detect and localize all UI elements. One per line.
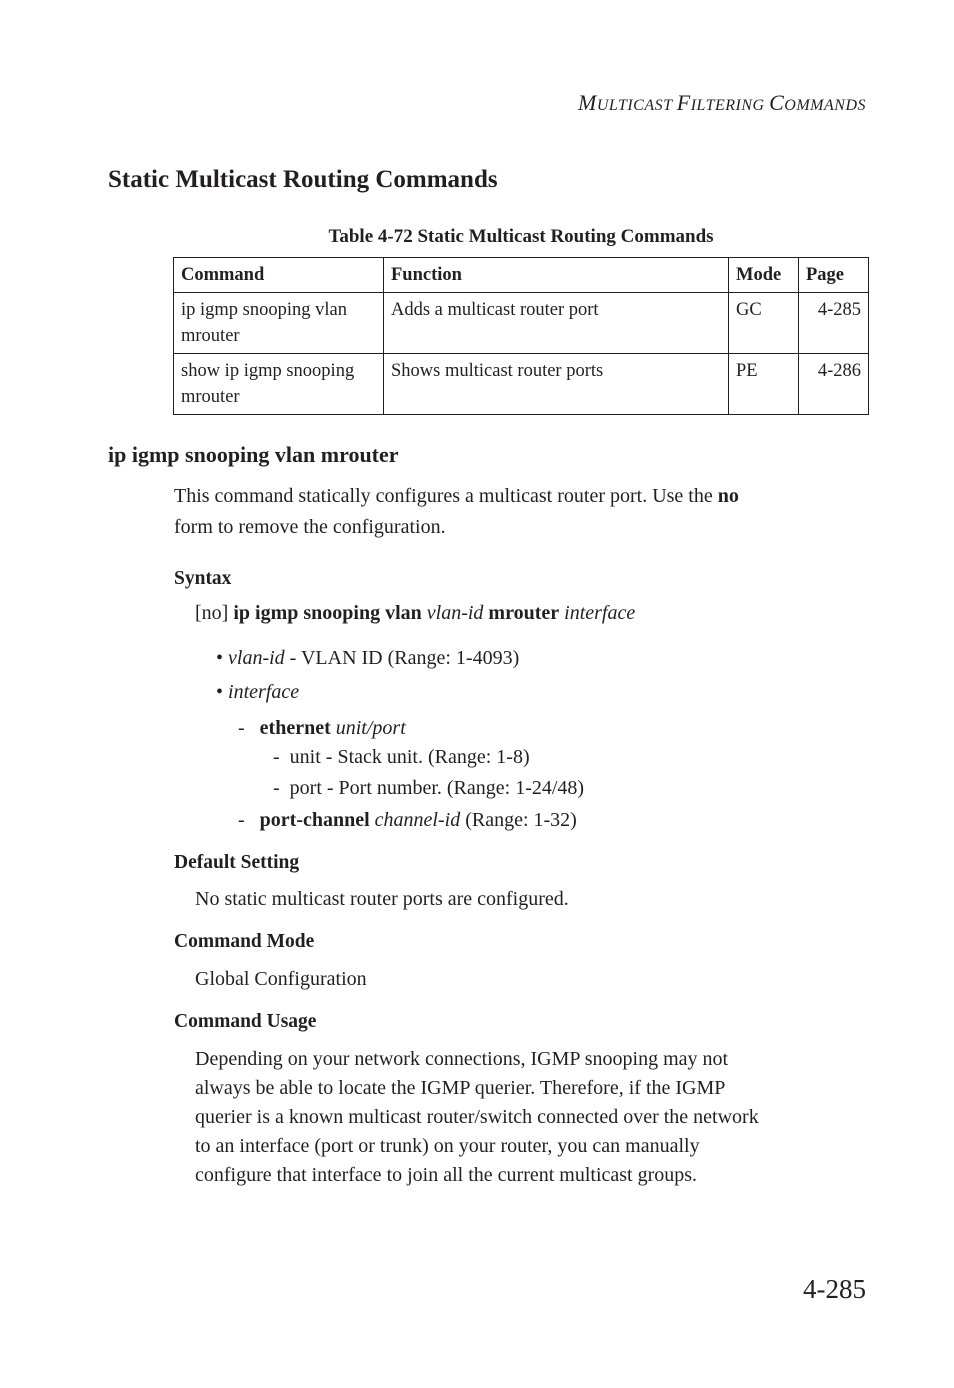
- table-caption: Table 4-72 Static Multicast Routing Commands: [328, 226, 714, 247]
- bullet-icon: •: [216, 681, 224, 703]
- usage-line: configure that interface to join all the current multicast groups.: [195, 1164, 698, 1186]
- param-interface-name: interface: [228, 681, 300, 703]
- description-text-1: This command statically configures a multicast router port. Use the: [174, 485, 718, 507]
- param-port-desc: port - Port number. (Range: 1-24/48): [289, 777, 585, 799]
- cell-page: 4-286: [799, 354, 869, 415]
- param-vlan-id-name: vlan-id: [228, 647, 285, 669]
- syntax-heading: Syntax: [174, 568, 232, 589]
- column-header-command: Command: [174, 258, 384, 293]
- param-port-channel: [238, 809, 577, 832]
- running-head: [578, 90, 866, 116]
- cell-page: 4-285: [799, 293, 869, 354]
- command-mode-text: Global Configuration: [195, 968, 367, 990]
- syntax-bracket-open: [: [195, 602, 202, 624]
- param-vlan-id: [216, 647, 519, 670]
- running-head-sc-2: ILTERING: [690, 97, 770, 114]
- column-header-function: Function: [384, 258, 729, 293]
- cell-command: ip igmp snooping vlan mrouter: [174, 293, 384, 354]
- command-title: ip igmp snooping vlan mrouter: [108, 442, 399, 467]
- running-head-cap-1: M: [577, 90, 597, 115]
- param-port-channel-keyword: port-channel: [259, 809, 370, 831]
- table-row: [174, 354, 869, 415]
- command-usage-text: [195, 1045, 759, 1190]
- syntax-no: no: [201, 602, 222, 624]
- cell-command: show ip igmp snooping mrouter: [174, 354, 384, 415]
- usage-line: always be able to locate the IGMP querier. Therefore, if the IGMP: [195, 1077, 726, 1099]
- param-ethernet-keyword: ethernet: [259, 717, 331, 739]
- column-header-page: Page: [799, 258, 869, 293]
- usage-line: to an interface (port or trunk) on your router, you can manually: [195, 1135, 700, 1157]
- param-unit: [273, 746, 530, 769]
- dash-icon: -: [238, 809, 245, 831]
- cell-function: Adds a multicast router port: [384, 293, 729, 354]
- default-setting-text: No static multicast router ports are configured.: [195, 888, 569, 910]
- syntax-bracket-close: ]: [221, 602, 229, 624]
- section-title: Static Multicast Routing Commands: [108, 166, 498, 193]
- param-vlan-id-desc: - VLAN ID (Range: 1-4093): [284, 647, 520, 669]
- syntax-line: [195, 602, 635, 625]
- column-header-mode: Mode: [729, 258, 799, 293]
- usage-line: querier is a known multicast router/switch connected over the network: [195, 1106, 759, 1128]
- syntax-command: ip igmp snooping vlan: [233, 602, 422, 624]
- param-interface: [216, 681, 299, 704]
- command-usage-heading: Command Usage: [174, 1011, 317, 1032]
- dash-icon: -: [273, 777, 280, 799]
- cell-mode: GC: [729, 293, 799, 354]
- running-head-sc-3: OMMANDS: [784, 97, 866, 114]
- bullet-icon: •: [216, 647, 224, 669]
- cell-mode: PE: [729, 354, 799, 415]
- command-mode-heading: Command Mode: [174, 931, 315, 952]
- param-port-channel-range: (Range: 1-32): [465, 809, 577, 831]
- param-port: [273, 777, 584, 800]
- param-port-channel-arg: channel-id: [374, 809, 461, 831]
- dash-icon: -: [273, 746, 280, 768]
- description-text-2: form to remove the configuration.: [174, 516, 446, 538]
- table-header-row: [174, 258, 869, 293]
- running-head-cap-2: F: [676, 90, 691, 115]
- commands-table: [173, 257, 869, 415]
- cell-function: Shows multicast router ports: [384, 354, 729, 415]
- running-head-sc-1: ULTICAST: [596, 97, 677, 114]
- dash-icon: -: [238, 717, 245, 739]
- description-no-keyword: no: [717, 485, 739, 507]
- usage-line: Depending on your network connections, IGMP snooping may not: [195, 1048, 729, 1070]
- command-description: [174, 481, 864, 543]
- default-setting-heading: Default Setting: [174, 852, 300, 873]
- param-ethernet-arg: unit/port: [335, 717, 406, 739]
- param-ethernet: [238, 717, 406, 740]
- syntax-arg-vlan-id: vlan-id: [426, 602, 484, 624]
- syntax-keyword-mrouter: mrouter: [488, 602, 560, 624]
- page-number: 4-285: [803, 1274, 866, 1304]
- param-unit-desc: unit - Stack unit. (Range: 1-8): [289, 746, 530, 768]
- table-row: [174, 293, 869, 354]
- syntax-arg-interface: interface: [564, 602, 636, 624]
- running-head-cap-3: C: [769, 90, 785, 115]
